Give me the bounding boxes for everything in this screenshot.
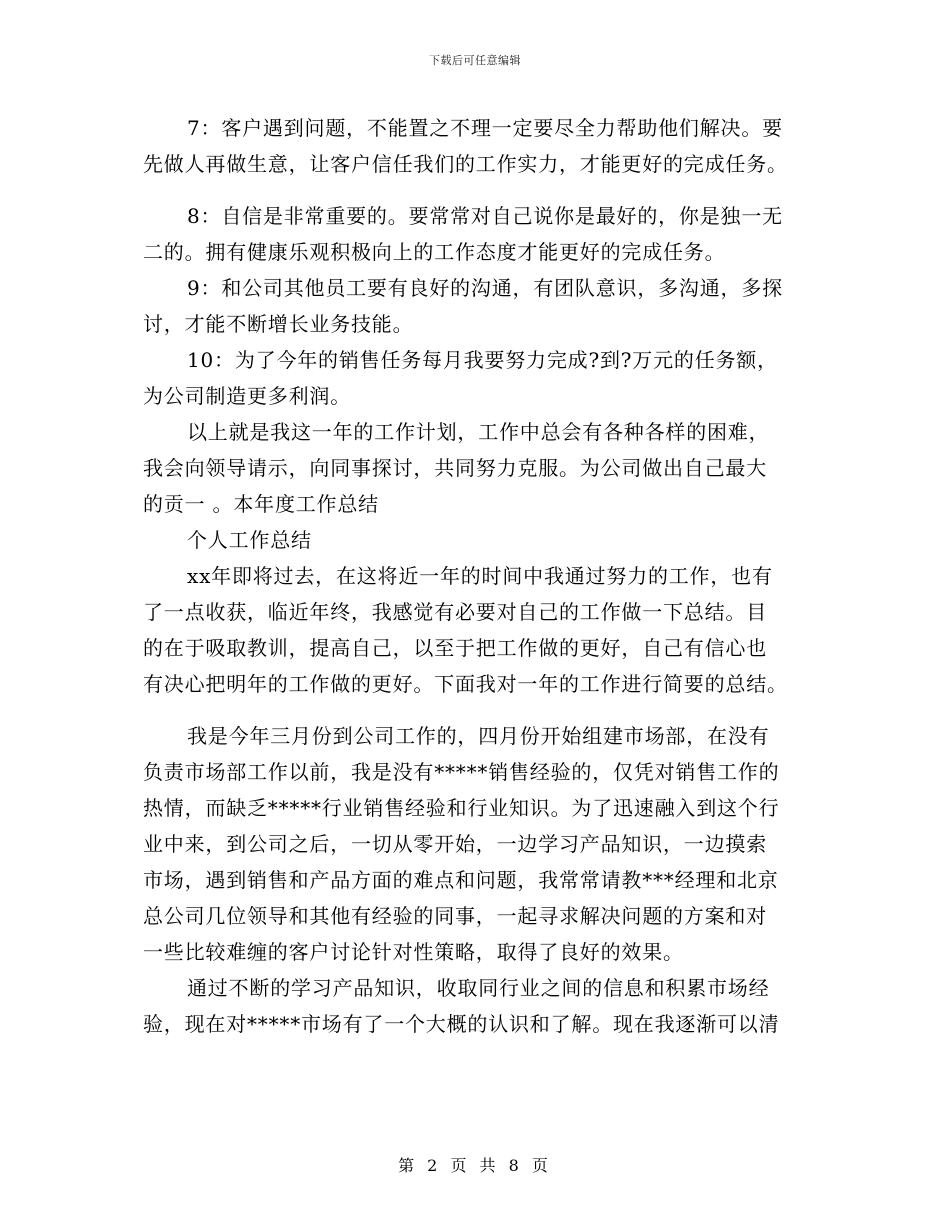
paragraph-line: 有决心把明年的工作做的更好。下面我对一年的工作进行简要的总结。 xyxy=(143,672,788,696)
paragraph-line: 7：客户遇到问题，不能置之不理一定要尽全力帮助他们解决。要 xyxy=(187,116,783,140)
paragraph-line: 业中来，到公司之后，一切从零开始，一边学习产品知识，一边摸索 xyxy=(143,832,767,856)
paragraph-line: 的在于吸取教训，提高自己，以至于把工作做的更好，自己有信心也 xyxy=(143,636,767,660)
paragraph-line: 9：和公司其他员工要有良好的沟通，有团队意识，多沟通，多探 xyxy=(187,276,783,300)
paragraph-line: 我是今年三月份到公司工作的，四月份开始组建市场部，在没有 xyxy=(187,724,770,748)
section-title: 个人工作总结 xyxy=(187,528,312,552)
paragraph-line: 二的。拥有健康乐观积极向上的工作态度才能更好的完成任务。 xyxy=(143,240,726,264)
paragraph-line: 通过不断的学习产品知识，收取同行业之间的信息和积累市场经 xyxy=(187,976,770,1000)
paragraph-line: 市场，遇到销售和产品方面的难点和问题，我常常请教***经理和北京 xyxy=(143,868,779,892)
paragraph-line: 总公司几位领导和其他有经验的同事，一起寻求解决问题的方案和对 xyxy=(143,904,767,928)
paragraph-line: 了一点收获，临近年终，我感觉有必要对自己的工作做一下总结。目 xyxy=(143,600,767,624)
paragraph-line: 先做人再做生意，让客户信任我们的工作实力，才能更好的完成任务。 xyxy=(143,152,788,176)
page-header: 下载后可任意编辑 xyxy=(429,54,521,67)
paragraph-line: 的贡一 。本年度工作总结 xyxy=(143,492,379,516)
paragraph-line: 一些比较难缠的客户讨论针对性策略，取得了良好的效果。 xyxy=(143,940,684,964)
paragraph-line: 讨，才能不断增长业务技能。 xyxy=(143,312,414,336)
paragraph-line: 热情，而缺乏*****行业销售经验和行业知识。为了迅速融入到这个行 xyxy=(143,796,780,820)
paragraph-line: 负责市场部工作以前，我是没有*****销售经验的，仅凭对销售工作的 xyxy=(143,760,780,784)
paragraph-line: xx年即将过去，在这将近一年的时间中我通过努力的工作，也有 xyxy=(187,564,773,588)
paragraph-line: 8：自信是非常重要的。要常常对自己说你是最好的，你是独一无 xyxy=(187,204,783,228)
paragraph-line: 我会向领导请示，向同事探讨，共同努力克服。为公司做出自己最大 xyxy=(143,456,767,480)
paragraph-line: 10：为了今年的销售任务每月我要努力完成?到?万元的任务额， xyxy=(187,348,778,372)
paragraph-line: 为公司制造更多利润。 xyxy=(143,384,351,408)
paragraph-line: 以上就是我这一年的工作计划，工作中总会有各种各样的困难， xyxy=(187,420,770,444)
page-footer: 第 2 页 共 8 页 xyxy=(398,1156,552,1175)
document-body xyxy=(143,110,807,1042)
paragraph-line: 验，现在对*****市场有了一个大概的认识和了解。现在我逐渐可以清 xyxy=(143,1012,780,1036)
